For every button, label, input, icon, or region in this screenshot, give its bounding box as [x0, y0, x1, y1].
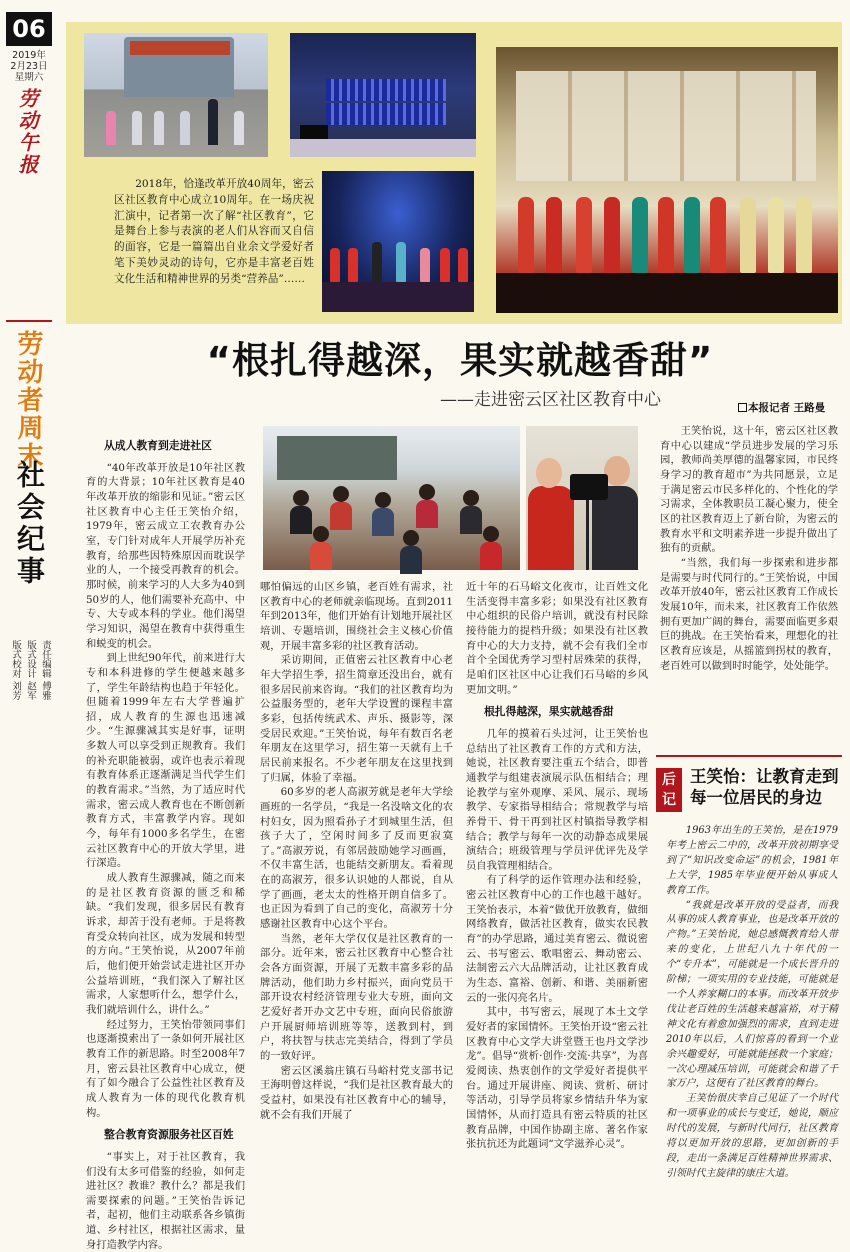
paragraph: “我就是改革开放的受益者，而我从事的成人教育事业，也是改革开放的产物。”王笑怡说，她总感慨教育给人带来的变化，上世纪八九十年代的一个“专升本”，可能就是一个成长晋升的阶梯；一项实用的专业技能，可能就是一个人养家糊口的本事。而改革开放步伐让老百姓的生活越来越富裕，对于精神文化有着愈加强烈的需求，直到走进2010年以后，人们惊喜的看到一个业余兴趣爱好，可能就能拯救一个家庭；一次心理减压培训，可能就会和谐了千家万户，这便有了社区教育的舞台。: [666, 899, 838, 1090]
afterword-tag: 后记: [656, 768, 682, 812]
paragraph: “当然，我们每一步探索和进步都是需要与时代同行的。”王笑怡说，中国改革开放40年，密云社区教育工作成长发展10年，而未来，社区教育工作依然拥有更加广阔的舞台，需要面临更多艰巨的挑战。在王笑怡看来，理想化的社区教育应该是，从摇篮到拐杖的教育，老百姓可以做到时时能学，处处能学。: [660, 556, 838, 672]
article-column-2: [260, 580, 453, 1223]
byline: 本报记者 王路曼: [738, 400, 825, 415]
afterword-divider: [656, 755, 842, 757]
paragraph: 密云区溪翁庄镇石马峪村党支部书记王海明曾这样说，“我们是社区教育最大的受益村，如果没有社区教育中心的辅导，就不会有我们开展了: [260, 1064, 453, 1121]
photo-choir-performance: [290, 33, 476, 157]
newspaper-logo: 劳动午报: [15, 88, 39, 176]
staff-designer: 版式设计 赵军: [25, 640, 36, 701]
section-name: 社会纪事: [13, 460, 46, 588]
column-name: 劳动者周末: [13, 330, 43, 470]
photo-classroom: [263, 426, 520, 570]
section-heading: 根扎得越深，果实就越香甜: [484, 705, 614, 719]
paragraph: 王笑怡很庆幸自己见证了一个时代和一项事业的成长与变迁，她说，顺应时代的发展，与新时代同行，社区教育将以更加开放的思路，更加创新的手段，走出一条满足百姓精神世界需求、引领时代主旋律的康庄大道。: [666, 1093, 838, 1179]
article-column-4: [660, 424, 838, 714]
paragraph: 经过努力，王笑怡带领同事们也逐渐摸索出了一条如何开展社区教育工作的新思路。时至2008年7月，密云县社区教育中心成立，便有了如今融合了公益性社区教育及成人教育为一体的现代化教育机构。: [86, 1018, 245, 1119]
paragraph: “40年改革开放是10年社区教育的大背景；10年社区教育是40年改革开放的缩影和见证。”密云区社区教育中心主任王笑怡介绍，1979年，密云成立工农教育办公室，专门针对成年人开展学历补充教育，给那些因特殊原因而耽误学业的人，一个接受再教育的机会。那时候，前来学习的人大多为40到50岁的人，他们需要补充高中、中专、大专或本科的学业。他们渴望学习知识，渴望在教育中获得重生和蜕变的机会。: [86, 461, 245, 650]
paragraph: 其中，书写密云，展现了本土文学爱好者的家国情怀。王笑怡开设“密云社区教育中心文学大讲堂暨王也丹文学沙龙”。倡导“赏析·创作·交流·共享”，为喜爱阅读、热衷创作的文学爱好者提供平台。通过开展讲座、阅读、赏析、研讨等活动，引导学员将家乡情结升华为家国情怀，从而打造具有密云特质的社区教育品牌，中国作协副主席、著名作家张抗抗还为此题词“文学滋养心灵”。: [466, 1006, 648, 1151]
camera-icon: [570, 474, 608, 500]
photo-singers-stage: [322, 171, 474, 312]
staff-proofreader: 版式校对 刘芳: [10, 640, 21, 701]
page-number: 06: [6, 12, 52, 46]
paragraph: 近十年的石马峪文化夜市，让百姓文化生活变得丰富多彩；如果没有社区教育中心组织的民俗户培训，就没有村民除接待能力的提档升级；如果没有社区教育中心的大力支持，就不会有我们全市首个全国优秀学习型村居殊荣的获得，是咱们区社区中心让我们石马峪的乡风更加文明。”: [466, 581, 648, 696]
paragraph: 1963年出生的王笑怡，是在1979年考上密云二中的，改革开放初期享受到了“知识改变命运”的机会，1981年上大学，1985年毕业便开始从事成人教育工作。: [666, 825, 838, 896]
paragraph: 60多岁的老人高淑芳就是老年大学绘画班的一名学员，“我是一名没啥文化的农村妇女，因为照看孙子才到城里生活，但孩子大了，空闲时间多了反而更寂寞了。”高淑芳说，有邻居鼓励她学习画画，不仅丰富生活，也能结交新朋友。看着现在的高淑芳，很多认识她的人都说，自从学了画画，老太太的性格开朗自信多了。也正因为看到了自己的变化，高淑芳十分感谢社区教育中心这个平台。: [260, 786, 453, 931]
paragraph: 成人教育生源骤减，随之而来的是社区教育资源的匮乏和稀缺。“我们发现，很多居民有教育诉求，却苦于没有老师。于是将教育受众转向社区，成为发展和转型的方向。”王笑怡说，从2007年前后，他们便开始尝试走进社区开办公益培训班，“我们深入了解社区需求，人家想听什么，想学什么，我们就培训什么，讲什么。”: [86, 872, 245, 1016]
photo-dance-performance: [496, 47, 838, 313]
photo-taichi-practice: [84, 33, 268, 157]
subheadline: ——走进密云区社区教育中心: [440, 390, 661, 410]
paragraph: 几年的摸着石头过河，让王笑怡也总结出了社区教育工作的方式和方法，她说，社区教育要注重五个结合，即普通教学与组建表演展示队伍相结合；理论教学与室外观摩、采风、展示、现场教学、专家指导相结合；常规教学与培养骨干、骨干再到社区村镇指导教学相结合；教学与每年一次的动静态成果展演结合；班级管理与学员评优评先及学员自我管理相结合。: [466, 727, 648, 872]
staff-editor: 责任编辑 傅雅: [40, 640, 51, 701]
section-heading: 整合教育资源服务社区百姓: [104, 1128, 234, 1142]
sidebar-divider: [6, 320, 52, 322]
headline: “根扎得越深，果实就越香甜”: [206, 339, 714, 382]
paragraph: 采访期间，正值密云社区教育中心老年大学招生季，招生简章还没出台，就有很多居民前来咨询。“我们的社区教育均为公益服务型的，老年大学设置的课程丰富多彩，包括传统武术、声乐、摄影等，深受居民欢迎。”王笑怡说，每年有数百名老年朋友在这里学习，招生第一天就有上千居民前来报名。不少老年朋友在这里找到了归属，体验了幸福。: [260, 654, 453, 784]
page-sidebar: [0, 0, 56, 1223]
publication-date: 2019年 2月23日 星期六: [10, 50, 48, 83]
article-column-3: [466, 580, 648, 1223]
byline-box-icon: [738, 403, 747, 412]
paragraph: 有了科学的运作管理办法和经验，密云社区教育中心的工作也越干越好。王笑怡表示，本着“做优开放教育，做细网络教育，做活社区教育，做实农民教育”的办学思路，通过美育密云、微说密云、书写密云、歌唱密云、舞动密云、法制密云六大品牌活动，让社区教育成为生态、富裕、创新、和谐、美丽新密云的一张闪亮名片。: [466, 874, 648, 1004]
paragraph: 当然，老年大学仅仅是社区教育的一部分。近年来，密云社区教育中心整合社会各方面资源，开展了无数丰富多彩的品牌活动，他们助力乡村振兴，面向党员干部开设农村经济管理专业大专班，面向文艺爱好者开办文艺中专班，面向民俗旅游户开展厨师培训班等等，送教到村，到户，将扶智与扶志完美结合，得到了学员的一致好评。: [260, 932, 453, 1062]
afterword-title: 王笑怡：让教育走到每一位居民的身边: [690, 767, 839, 807]
article-column-1: [86, 436, 245, 1251]
paragraph: 到上世纪90年代，前来进行大专和本科进修的学生便越来越多了，学生年龄结构也趋于年轻化。但随着1999年左右大学普遍扩招，成人教育的生源也迅速减少。“生源骤减其实是好事，证明多数人可以享受到正规教育。我们的补充职能被弱，或许也表示着现有教育体系正逐渐满足当代学生们的教育需求。”当然，为了适应时代需求，密云成人教育也在不断创新教育方式，丰富教学内容。现如今，每年有1000多名学生，在密云社区教育中心的开放大学里，进行深造。: [86, 652, 245, 870]
paragraph: 哪怕偏远的山区乡镇，老百姓有需求，社区教育中心的老师就亲临现场。直到2011年到2013年，他们开始有计划地开展社区培训、专题培训，围绕社会主义核心价值观，开展丰富多彩的社区教育活动。: [260, 581, 453, 652]
intro-paragraph: 2018年，恰逢改革开放40周年，密云区社区教育中心成立10周年。在一场庆祝汇演中，记者第一次了解“社区教育”，它是舞台上参与表演的老人们从容而又自信的面容，它是一篇篇出自业余文学爱好者笔下美妙灵动的诗句，它亦是丰富老百姓文化生活和精神世界的另类“营养品”……: [114, 178, 314, 285]
photo-camera-students: [526, 426, 638, 570]
section-heading: 从成人教育到走进社区: [104, 439, 212, 452]
paragraph: 王笑怡说，这十年，密云区社区教育中心以建成“学员进步发展的学习乐园，教师尚美厚德的温馨家园，市民终身学习的教育超市”为共同愿景，立足于满足密云市民多样化的、个性化的学习需求，全体教职员工凝心聚力，使全区的社区教育迈上了新台阶，为密云的教育水平和文明素养进一步提升做出了独有的贡献。: [660, 425, 838, 555]
afterword-header: [656, 760, 842, 814]
afterword-body: [666, 824, 838, 1223]
paragraph: “事实上，对于社区教育，我们没有太多可借鉴的经验，如何走进社区？教谁？教什么？都是我们需要探索的问题。”王笑怡告诉记者，起初，他们主动联系各乡镇街道、乡村社区，根据社区需求，量身打造教学内容。: [86, 1150, 245, 1251]
staff-credits: [9, 640, 51, 750]
